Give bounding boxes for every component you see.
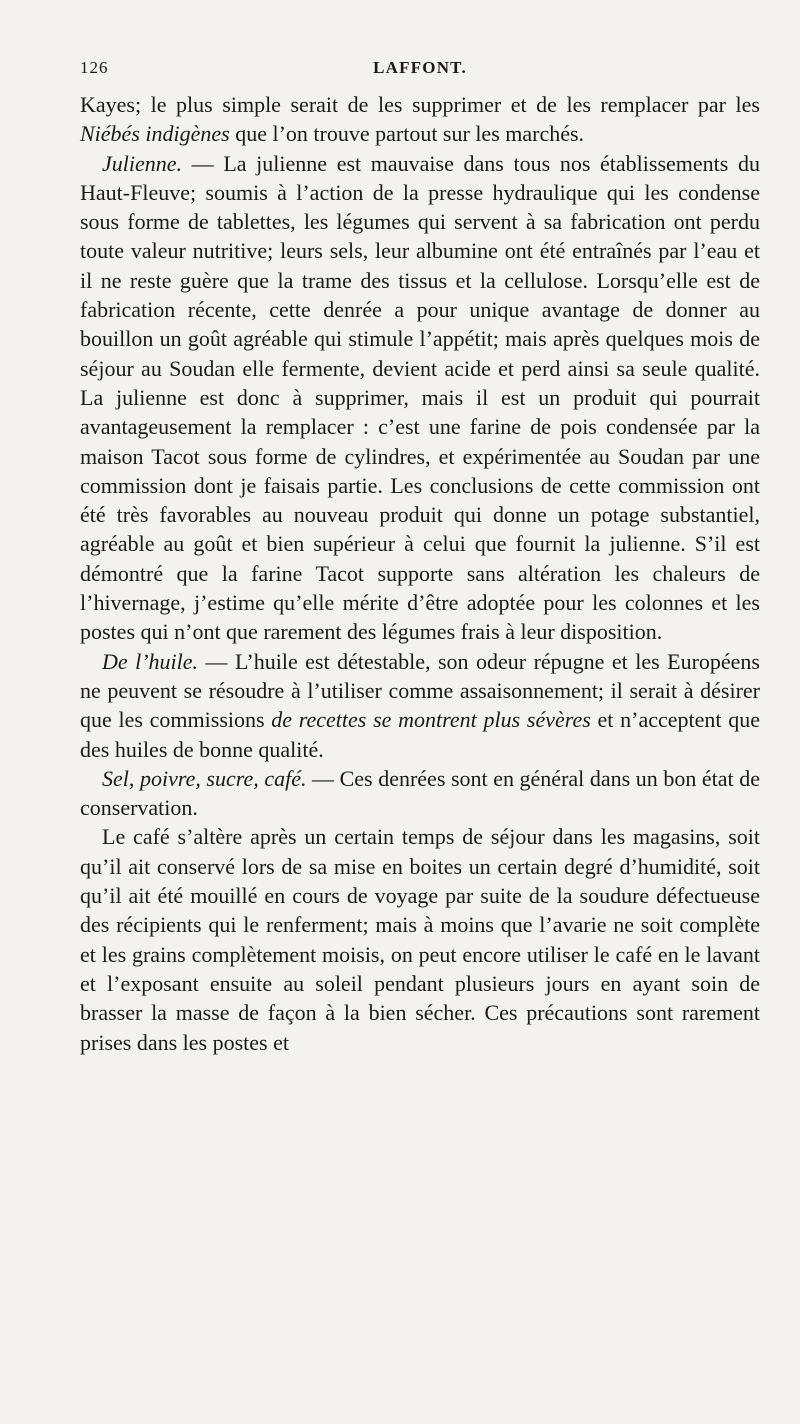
paragraph-continuation [80,90,760,149]
italic-term: Niébés indigènes [80,121,230,147]
paragraph-text: — La julienne est mauvaise dans tous nos établissements du Haut-Fleuve; soumis à l’action de la presse hydraulique qui les condense sous forme de tablettes, les légumes qui servent à sa fabrication ont perdu toute valeur nutritive; leurs sels, leur albumine ont été entraînés par l’eau et il ne reste guère que la trame des tissus et la cellulose. Lorsqu’elle est de fabrication récente, cette denrée a pour unique avantage de donner au bouillon un goût agréable qui stimule l’appétit; mais après quelques mois de séjour au Soudan elle fermente, devient acide et perd ainsi sa seule qualité. La julienne est donc à supprimer, mais il est un produit qui pourrait avantageusement la remplacer : c’est une farine de pois condensée par la maison Tacot sous forme de cylindres, et expérimentée au Soudan par une commission dont je faisais partie. Les conclusions de cette commission ont été très favorables au nouveau produit qui donne un potage substantiel, agréable au goût et bien supérieur à celui que fournit la julienne. S’il est démontré que la farine Tacot supporte sans altération les chaleurs de l’hivernage, j’estime qu’elle mérite d’être adoptée pour les colonnes et les postes qui n’ont que rarement des légumes frais à leur disposition. [80,150,760,645]
body-text [80,90,760,1057]
section-lead: De l’huile. [102,648,199,674]
paragraph-text: — Ces denrées sont en général dans un bon état de conservation. [80,765,760,821]
paragraph-text: et n’acceptent que des huiles de bonne qualité. [80,707,761,762]
paragraph-text: — L’huile est détestable, son odeur répugne et les Européens ne peuvent se résoudre à l’utiliser comme assaisonnement; il serait à désirer que les commissions [80,648,760,733]
running-title: LAFFONT. [373,58,467,77]
paragraph-julienne [80,149,760,647]
paragraph-text: Le café s’altère après un certain temps de séjour dans les magasins, soit qu’il ait conservé lors de sa mise en boites un certain degré d’humidité, soit qu’il ait été mouillé en cours de voyage par suite de la soudure défectueuse des récipients qui le renferment; mais à moins que l’avarie ne soit complète et les grains complètement moisis, on peut encore utiliser le café en le lavant et l’exposant ensuite au soleil pendant plusieurs jours en ayant soin de brasser la masse de façon à la bien sécher. Ces précautions sont rarement prises dans les postes et [80,824,760,1055]
italic-phrase: de recettes se montrent plus sévères [271,707,591,733]
paragraph-text: Kayes; le plus simple serait de les supprimer et de les remplacer par les [80,92,760,117]
paragraph-sel-poivre [80,764,760,823]
paragraph-huile [80,647,760,764]
paragraph-cafe [80,822,760,1056]
running-head [80,54,760,84]
paragraph-text: que l’on trouve partout sur les marchés. [229,121,585,147]
section-lead: Julienne. [102,150,183,176]
section-lead: Sel, poivre, sucre, café. [102,765,307,791]
page-number: 126 [80,58,109,77]
